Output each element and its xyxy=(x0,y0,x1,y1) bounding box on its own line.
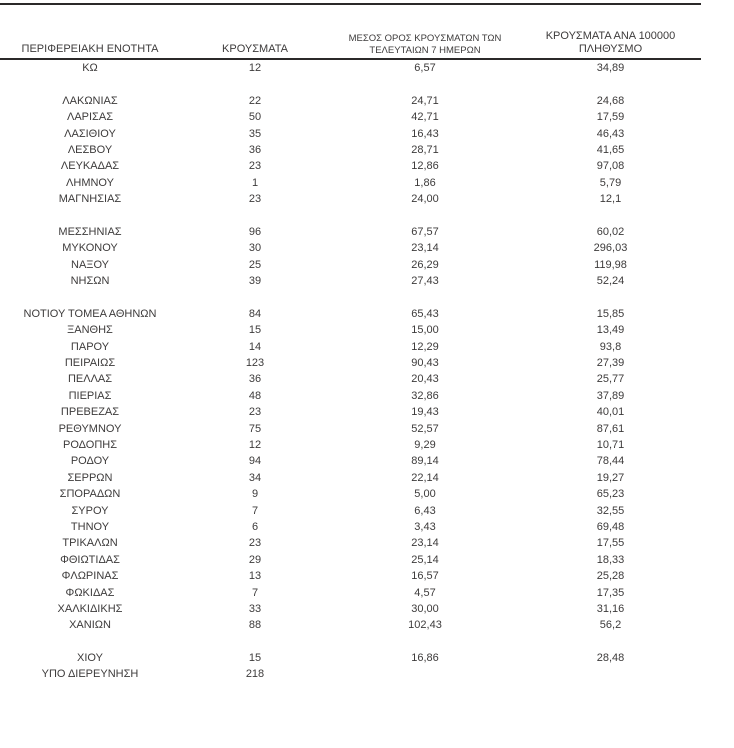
cell-region: ΞΑΝΘΗΣ xyxy=(67,324,113,337)
cell-cases: 12 xyxy=(248,438,262,451)
cell-per100k: 78,44 xyxy=(596,455,625,468)
cell-per100k: 56,2 xyxy=(599,619,622,632)
cell-region: ΧΑΛΚΙΔΙΚΗΣ xyxy=(57,602,123,615)
table-row xyxy=(0,404,701,420)
cell-region: ΜΕΣΣΗΝΙΑΣ xyxy=(58,225,122,238)
table-row xyxy=(0,175,701,191)
cell-cases: 123 xyxy=(245,357,265,370)
cell-avg7: 24,71 xyxy=(411,94,439,107)
cell-cases: 14 xyxy=(248,340,262,353)
cell-cases: 30 xyxy=(248,242,262,255)
cell-cases: 15 xyxy=(248,324,262,337)
cell-region: ΣΥΡΟΥ xyxy=(71,504,109,517)
cell-per100k: 27,39 xyxy=(596,357,625,370)
table-row xyxy=(0,552,701,568)
cell-per100k: 41,65 xyxy=(596,143,625,156)
table-row xyxy=(0,568,701,584)
table-row xyxy=(0,666,701,682)
cell-region: ΠΡΕΒΕΖΑΣ xyxy=(60,406,120,419)
table-body xyxy=(0,60,701,683)
table-row xyxy=(0,257,701,273)
spacer-row xyxy=(0,634,701,650)
table-row xyxy=(0,355,701,371)
table-row xyxy=(0,339,701,355)
cell-avg7: 102,43 xyxy=(408,619,442,632)
cell-avg7: 67,57 xyxy=(411,225,439,238)
cell-region: ΝΟΤΙΟΥ ΤΟΜΕΑ ΑΘΗΝΩΝ xyxy=(23,307,157,320)
cell-cases: 94 xyxy=(248,455,262,468)
cell-region: ΡΟΔΟΥ xyxy=(70,455,110,468)
cell-region: ΝΑΞΟΥ xyxy=(71,258,109,271)
cell-region: ΝΗΣΩΝ xyxy=(70,275,110,288)
cell-region: ΛΑΡΙΣΑΣ xyxy=(66,111,113,124)
table-row xyxy=(0,93,701,109)
cell-avg7: 22,14 xyxy=(411,471,439,484)
cell-per100k: 15,85 xyxy=(596,307,625,320)
cell-avg7: 16,86 xyxy=(411,652,439,665)
cell-cases: 29 xyxy=(248,553,262,566)
cell-cases: 23 xyxy=(248,406,262,419)
table-row xyxy=(0,421,701,437)
cell-cases: 13 xyxy=(248,570,262,583)
cell-cases: 7 xyxy=(251,586,259,599)
cell-cases: 36 xyxy=(248,373,262,386)
table-row xyxy=(0,371,701,387)
cell-region: ΠΕΙΡΑΙΩΣ xyxy=(64,357,116,370)
cell-cases: 84 xyxy=(248,307,262,320)
cell-per100k: 52,24 xyxy=(596,275,625,288)
table-row xyxy=(0,650,701,666)
cell-avg7: 89,14 xyxy=(411,455,439,468)
cell-avg7: 16,43 xyxy=(411,127,439,140)
cell-per100k: 5,79 xyxy=(599,176,622,189)
cell-avg7: 23,14 xyxy=(411,242,439,255)
col-header-avg7-line2: ΤΕΛΕΥΤΑΙΩΝ 7 ΗΜΕΡΩΝ xyxy=(369,44,481,56)
table-row xyxy=(0,273,701,289)
cell-per100k: 25,28 xyxy=(596,570,625,583)
cell-cases: 25 xyxy=(248,258,262,271)
cell-cases: 6 xyxy=(251,520,259,533)
table-row xyxy=(0,519,701,535)
cell-cases: 88 xyxy=(248,619,262,632)
cell-avg7: 65,43 xyxy=(411,307,439,320)
cell-per100k: 65,23 xyxy=(596,488,625,501)
cell-region: ΚΩ xyxy=(82,62,98,74)
cell-avg7: 12,86 xyxy=(411,160,439,173)
cell-per100k: 19,27 xyxy=(596,471,625,484)
cell-per100k: 40,01 xyxy=(596,406,625,419)
table-row xyxy=(0,535,701,551)
cell-cases: 22 xyxy=(248,94,262,107)
cell-per100k: 17,35 xyxy=(596,586,625,599)
cell-per100k: 296,03 xyxy=(593,242,628,255)
table-row xyxy=(0,158,701,174)
cell-cases: 34 xyxy=(248,471,262,484)
cell-per100k: 34,89 xyxy=(596,62,625,74)
cell-avg7: 52,57 xyxy=(411,422,439,435)
cell-per100k: 18,33 xyxy=(596,553,625,566)
cell-avg7: 15,00 xyxy=(411,324,439,337)
table-row xyxy=(0,240,701,256)
cell-per100k: 119,98 xyxy=(594,258,627,271)
spacer-row xyxy=(0,208,701,224)
cell-per100k: 37,89 xyxy=(596,389,625,402)
cell-avg7: 26,29 xyxy=(411,258,439,271)
cell-region: ΡΟΔΟΠΗΣ xyxy=(62,438,118,451)
cell-avg7: 32,86 xyxy=(411,389,439,402)
cell-per100k: 24,68 xyxy=(596,94,625,107)
table-row xyxy=(0,437,701,453)
cell-region: ΤΡΙΚΑΛΩΝ xyxy=(62,537,118,550)
cell-avg7: 20,43 xyxy=(411,373,439,386)
cell-cases: 39 xyxy=(248,275,262,288)
cell-cases: 75 xyxy=(248,422,262,435)
col-header-per100k-line2: ΠΛΗΘΥΣΜΟ xyxy=(578,43,643,55)
table-row xyxy=(0,109,701,125)
cell-region: ΛΑΣΙΘΙΟΥ xyxy=(64,127,116,140)
cell-per100k: 69,48 xyxy=(596,520,625,533)
cell-per100k: 87,61 xyxy=(596,422,625,435)
cell-avg7: 16,57 xyxy=(411,570,439,583)
cell-avg7: 25,14 xyxy=(411,553,439,566)
cell-region: ΛΕΥΚΑΔΑΣ xyxy=(60,160,120,173)
cell-cases: 33 xyxy=(248,602,262,615)
col-header-cases: ΚΡΟΥΣΜΑΤΑ xyxy=(222,43,288,55)
cell-region: ΣΕΡΡΩΝ xyxy=(67,471,113,484)
cell-avg7: 24,00 xyxy=(411,193,439,206)
table-row xyxy=(0,126,701,142)
cell-avg7: 23,14 xyxy=(411,537,439,550)
table-header-row xyxy=(0,3,701,60)
cell-avg7: 1,86 xyxy=(414,176,436,189)
cell-cases: 36 xyxy=(248,143,262,156)
cell-cases: 23 xyxy=(248,193,262,206)
cell-region: ΠΙΕΡΙΑΣ xyxy=(68,389,112,402)
cell-region: ΦΛΩΡΙΝΑΣ xyxy=(61,570,119,583)
col-header-avg7-line1: ΜΕΣΟΣ ΟΡΟΣ ΚΡΟΥΣΜΑΤΩΝ ΤΩΝ xyxy=(348,33,502,44)
table-row xyxy=(0,601,701,617)
cell-region: ΣΠΟΡΑΔΩΝ xyxy=(59,488,121,501)
table-row xyxy=(0,224,701,240)
cell-per100k: 17,55 xyxy=(596,537,625,550)
table-row xyxy=(0,486,701,502)
cell-per100k: 17,59 xyxy=(596,111,625,124)
cell-avg7: 9,29 xyxy=(414,438,436,451)
cell-cases: 7 xyxy=(251,504,259,517)
cell-per100k: 60,02 xyxy=(596,225,625,238)
cell-avg7: 28,71 xyxy=(411,143,439,156)
cell-region: ΧΙΟΥ xyxy=(77,652,103,665)
cell-per100k: 25,77 xyxy=(596,373,625,386)
regional-cases-table xyxy=(0,3,701,683)
col-header-per100k xyxy=(520,30,701,56)
cell-per100k: 10,71 xyxy=(596,438,625,451)
cell-avg7: 19,43 xyxy=(411,406,439,419)
col-header-avg7 xyxy=(330,33,520,56)
cell-per100k: 97,08 xyxy=(596,160,625,173)
cell-avg7: 90,43 xyxy=(411,357,439,370)
cell-avg7: 30,00 xyxy=(411,602,439,615)
table-row xyxy=(0,191,701,207)
cell-cases: 48 xyxy=(248,389,262,402)
cell-avg7: 6,57 xyxy=(414,62,436,74)
cell-avg7: 12,29 xyxy=(411,340,439,353)
cell-per100k: 13,49 xyxy=(596,324,625,337)
table-row xyxy=(0,388,701,404)
table-row xyxy=(0,306,701,322)
cell-cases: 50 xyxy=(248,111,262,124)
cell-per100k: 31,16 xyxy=(596,602,625,615)
cell-cases: 1 xyxy=(251,176,259,189)
cell-cases: 218 xyxy=(245,668,265,681)
cell-avg7: 42,71 xyxy=(411,111,439,124)
table-row xyxy=(0,503,701,519)
cell-avg7: 5,00 xyxy=(414,488,436,501)
cell-per100k xyxy=(520,666,701,682)
table-row xyxy=(0,585,701,601)
cell-cases: 23 xyxy=(248,537,262,550)
table-row xyxy=(0,322,701,338)
table-row xyxy=(0,453,701,469)
cell-avg7: 27,43 xyxy=(411,275,439,288)
cell-per100k: 93,8 xyxy=(599,340,622,353)
cell-cases: 9 xyxy=(251,488,259,501)
cell-cases: 96 xyxy=(248,225,262,238)
cell-region: ΛΗΜΝΟΥ xyxy=(66,176,114,189)
cell-region: ΜΥΚΟΝΟΥ xyxy=(62,242,118,255)
table-row xyxy=(0,617,701,633)
table-row xyxy=(0,470,701,486)
cell-per100k: 28,48 xyxy=(596,652,625,665)
cell-cases: 12 xyxy=(248,62,262,74)
cell-region: ΦΩΚΙΔΑΣ xyxy=(65,586,115,599)
cell-region: ΛΑΚΩΝΙΑΣ xyxy=(62,94,118,107)
cell-region: ΥΠΟ ΔΙΕΡΕΥΝΗΣΗ xyxy=(41,668,139,681)
cell-region: ΠΕΛΛΑΣ xyxy=(67,373,113,386)
cell-region: ΧΑΝΙΩΝ xyxy=(69,619,111,632)
col-header-region: ΠΕΡΙΦΕΡΕΙΑΚΗ ΕΝΟΤΗΤΑ xyxy=(21,43,159,55)
spacer-row xyxy=(0,289,701,305)
cell-region: ΜΑΓΝΗΣΙΑΣ xyxy=(58,193,122,206)
table-row xyxy=(0,142,701,158)
cell-avg7 xyxy=(330,666,520,682)
cell-cases: 35 xyxy=(248,127,262,140)
cell-per100k: 32,55 xyxy=(596,504,625,517)
cell-cases: 23 xyxy=(248,160,262,173)
cell-per100k: 46,43 xyxy=(596,127,625,140)
cell-avg7: 4,57 xyxy=(414,586,436,599)
cell-per100k: 12,1 xyxy=(599,193,622,206)
table-row xyxy=(0,60,701,76)
col-header-per100k-line1: ΚΡΟΥΣΜΑΤΑ ΑΝΑ 100000 xyxy=(545,30,676,42)
cell-region: ΤΗΝΟΥ xyxy=(70,520,110,533)
spacer-row xyxy=(0,76,701,92)
cell-region: ΠΑΡΟΥ xyxy=(70,340,110,353)
cell-avg7: 6,43 xyxy=(414,504,436,517)
cell-avg7: 3,43 xyxy=(414,520,436,533)
cell-region: ΡΕΘΥΜΝΟΥ xyxy=(58,422,122,435)
cell-region: ΦΘΙΩΤΙΔΑΣ xyxy=(60,553,120,566)
cell-cases: 15 xyxy=(248,652,262,665)
cell-region: ΛΕΣΒΟΥ xyxy=(67,143,113,156)
